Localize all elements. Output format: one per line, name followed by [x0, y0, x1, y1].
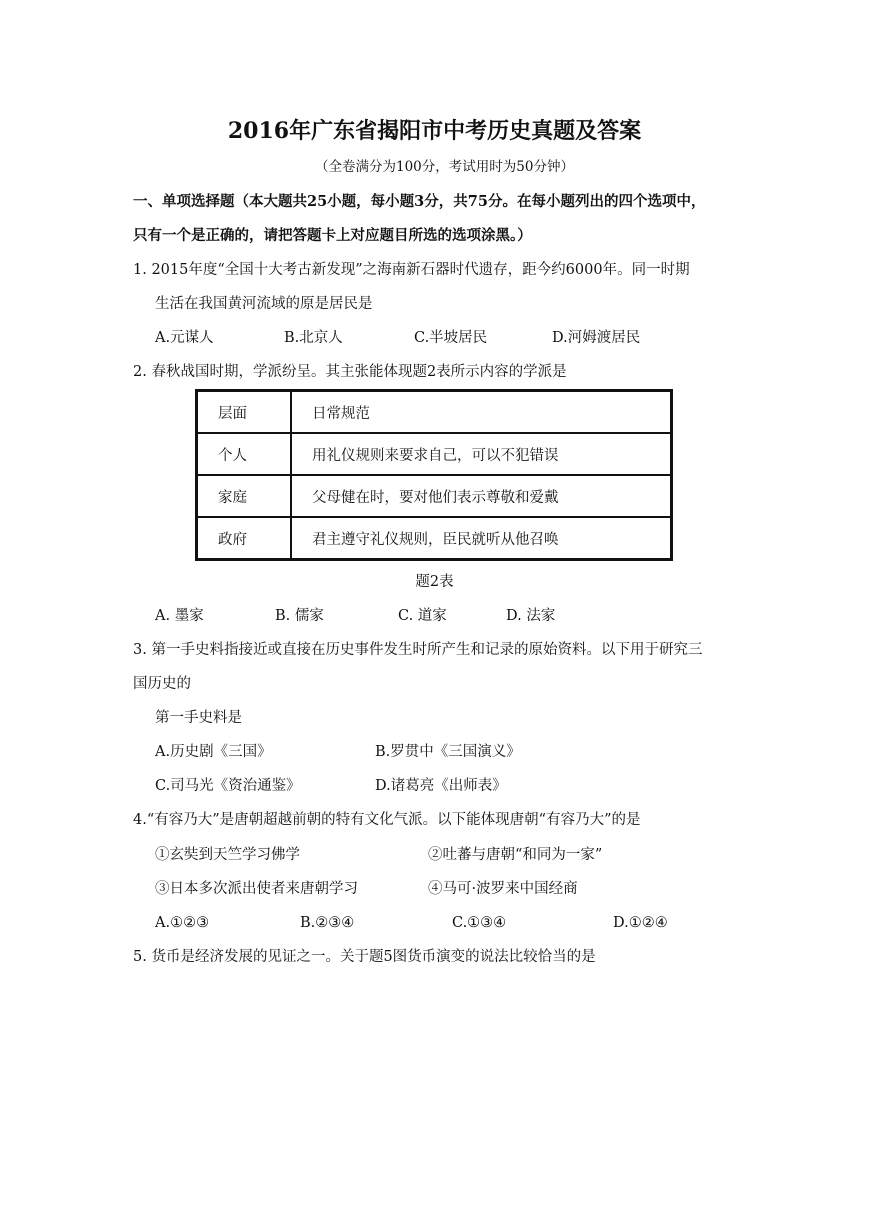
- question-4-option-a: A.①②③: [155, 915, 210, 931]
- question-2-option-b: B. 儒家: [275, 608, 324, 624]
- question-4-item-1: ①玄奘到天竺学习佛学: [155, 847, 300, 863]
- table-row: [197, 517, 671, 559]
- question-2-option-c: C. 道家: [398, 608, 447, 624]
- table-cell: 个人: [197, 433, 291, 475]
- section-heading-line-1: 一、单项选择题（本大题共25小题，每小题3分，共75分。在每小题列出的四个选项中，: [133, 193, 706, 210]
- question-4-option-c: C.①③④: [452, 915, 507, 931]
- table-caption: 题2表: [415, 574, 454, 590]
- question-3-line-1: 3. 第一手史料指接近或直接在历史事件发生时所产生和记录的原始资料。以下用于研究三: [133, 642, 703, 658]
- question-4-line-1: 4.“有容乃大”是唐朝超越前朝的特有文化气派。以下能体现唐朝“有容乃大”的是: [133, 812, 641, 828]
- exam-subtitle: （全卷满分为100分，考试用时为50分钟）: [315, 159, 574, 175]
- question-1-option-d: D.河姆渡居民: [552, 330, 641, 346]
- table-cell: 父母健在时，要对他们表示尊敬和爱戴: [291, 475, 671, 517]
- question-1-option-c: C.半坡居民: [414, 330, 488, 346]
- table-header-row: [197, 391, 671, 433]
- question-5-line-1: 5. 货币是经济发展的见证之一。关于题5图货币演变的说法比较恰当的是: [133, 949, 596, 965]
- question-3-line-3: 第一手史料是: [155, 710, 242, 726]
- table-row: [197, 433, 671, 475]
- question-1-option-a: A.元谋人: [155, 330, 214, 346]
- table-cell: 用礼仪规则来要求自己，可以不犯错误: [291, 433, 671, 475]
- question-3-line-2: 国历史的: [133, 676, 191, 692]
- table-row: [197, 475, 671, 517]
- question-3-option-d: D.诸葛亮《出师表》: [375, 778, 507, 794]
- question-3-option-b: B.罗贯中《三国演义》: [375, 744, 521, 760]
- question-2-line-1: 2. 春秋战国时期，学派纷呈。其主张能体现题2表所示内容的学派是: [133, 364, 567, 380]
- question-3-option-a: A.历史剧《三国》: [155, 744, 272, 760]
- table-cell: 政府: [197, 517, 291, 559]
- question-4-option-b: B.②③④: [300, 915, 355, 931]
- section-heading-line-2: 只有一个是正确的，请把答题卡上对应题目所选的选项涂黑。）: [133, 227, 532, 244]
- table-header-cell: 层面: [197, 391, 291, 433]
- question-1-line-1: 1. 2015年度“全国十大考古新发现”之海南新石器时代遗存，距今约6000年。同一时期: [133, 262, 690, 278]
- question-4-item-4: ④马可·波罗来中国经商: [428, 881, 578, 897]
- page-title: 2016年广东省揭阳市中考历史真题及答案: [227, 118, 642, 144]
- table-cell: 家庭: [197, 475, 291, 517]
- table-header-cell: 日常规范: [291, 391, 671, 433]
- question-1-line-2: 生活在我国黄河流域的原是居民是: [155, 296, 373, 312]
- question-2-table: [195, 389, 673, 561]
- question-1-option-b: B.北京人: [284, 330, 343, 346]
- question-3-option-c: C.司马光《资治通鉴》: [155, 778, 301, 794]
- question-2-option-a: A. 墨家: [155, 608, 204, 624]
- question-4-option-d: D.①②④: [613, 915, 668, 931]
- question-4-item-3: ③日本多次派出使者来唐朝学习: [155, 881, 358, 897]
- question-4-item-2: ②吐蕃与唐朝“和同为一家”: [428, 847, 603, 863]
- question-2-option-d: D. 法家: [506, 608, 556, 624]
- table-cell: 君主遵守礼仪规则，臣民就听从他召唤: [291, 517, 671, 559]
